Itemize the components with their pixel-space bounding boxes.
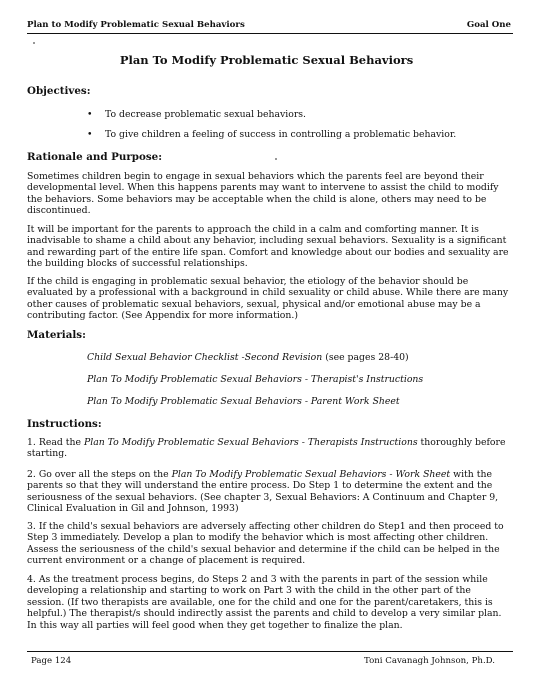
step-text: 1. Read the <box>27 437 84 448</box>
objective-text: To give children a feeling of success in controlling a problematic behavior. <box>105 129 457 140</box>
objectives-heading: Objectives: <box>27 85 91 97</box>
step-document-title: Plan To Modify Problematic Sexual Behaviors - Therapists Instructions <box>83 437 418 448</box>
materials-item-title: Child Sexual Behavior Checklist -Second Revision <box>87 352 323 363</box>
scan-speck <box>275 158 277 160</box>
bullet-icon: • <box>87 109 93 120</box>
rationale-paragraph: If the child is engaging in problematic sexual behavior, the etiology of the behavior should be evaluated by a professional with a background in child sexuality or child abuse. While there are many other causes of problematic sexual behaviors, sexual, physical and/or emotional abuse may be a contributing factor. (See Appendix for more information.) <box>27 276 509 322</box>
materials-heading: Materials: <box>27 329 86 341</box>
instruction-step: 4. As the treatment process begins, do Steps 2 and 3 with the parents in part of the session while developing a relationship and starting to work on Part 3 with the child in the other part of the session. (If two therapists are available, one for the child and one for the parent/caretakers, this is helpful.) The therapist/s should indirectly assist the parents and child to develop a very similar plan. In this way all parties will feel good when they get together to finalize the plan. <box>27 574 502 631</box>
page-footer <box>31 656 495 666</box>
header-rule <box>27 33 513 34</box>
page-number: Page 124 <box>31 656 72 666</box>
materials-item <box>87 352 409 363</box>
rationale-paragraph: It will be important for the parents to approach the child in a calm and comforting manner. It is inadvisable to shame a child about any behavior, including sexual behaviors. Sexuality is a significant and rewarding part of the entire life span. Comfort and knowledge about our bodies and sexuality are the building blocks of successful relationships. <box>27 224 509 270</box>
materials-item: Plan To Modify Problematic Sexual Behaviors - Therapist's Instructions <box>87 374 424 385</box>
bullet-icon: • <box>87 129 93 140</box>
instruction-step: 3. If the child's sexual behaviors are adversely affecting other children do Step1 and then proceed to Step 3 immediately. Develop a plan to modify the behavior which is most affecting other children. Assess the seriousness of the child's sexual behavior and determine if the child can be helped in the current environment or a change of placement is required. <box>27 521 504 567</box>
objective-text: To decrease problematic sexual behaviors. <box>105 109 307 120</box>
running-header-title: Plan to Modify Problematic Sexual Behaviors <box>27 20 245 30</box>
footer-rule <box>27 651 513 652</box>
materials-item: Plan To Modify Problematic Sexual Behaviors - Parent Work Sheet <box>87 396 400 407</box>
author-credit: Toni Cavanagh Johnson, Ph.D. <box>364 656 495 666</box>
step-text: with the parents so that they will understand the entire process. Do Step 1 to determine the extent and the seriousness of the sexual behaviors. (See chapter 3, Sexual Behaviors: A Continuum and Chapter 9, Clinical Evaluation in Gil and Johnson, 1993) <box>27 469 499 515</box>
page-title: Plan To Modify Problematic Sexual Behaviors <box>119 53 414 67</box>
step-text: thoroughly before starting. <box>27 437 506 460</box>
materials-item-note: (see pages 28-40) <box>325 352 409 363</box>
step-document-title: Plan To Modify Problematic Sexual Behaviors - Work Sheet <box>171 469 451 480</box>
step-text: 2. Go over all the steps on the <box>27 469 172 480</box>
running-header-goal: Goal One <box>466 20 511 30</box>
rationale-heading: Rationale and Purpose: <box>27 151 163 163</box>
instruction-step <box>27 469 509 515</box>
scan-speck <box>33 42 35 44</box>
instructions-heading: Instructions: <box>27 418 102 430</box>
rationale-paragraph: Sometimes children begin to engage in sexual behaviors which the parents feel are beyond their developmental level. When this happens parents may want to intervene to assist the child to modify the behaviors. Some behaviors may be acceptable when the child is alone, others may need to be discontinued. <box>27 171 499 217</box>
running-header <box>27 20 511 30</box>
instruction-step <box>27 437 509 460</box>
